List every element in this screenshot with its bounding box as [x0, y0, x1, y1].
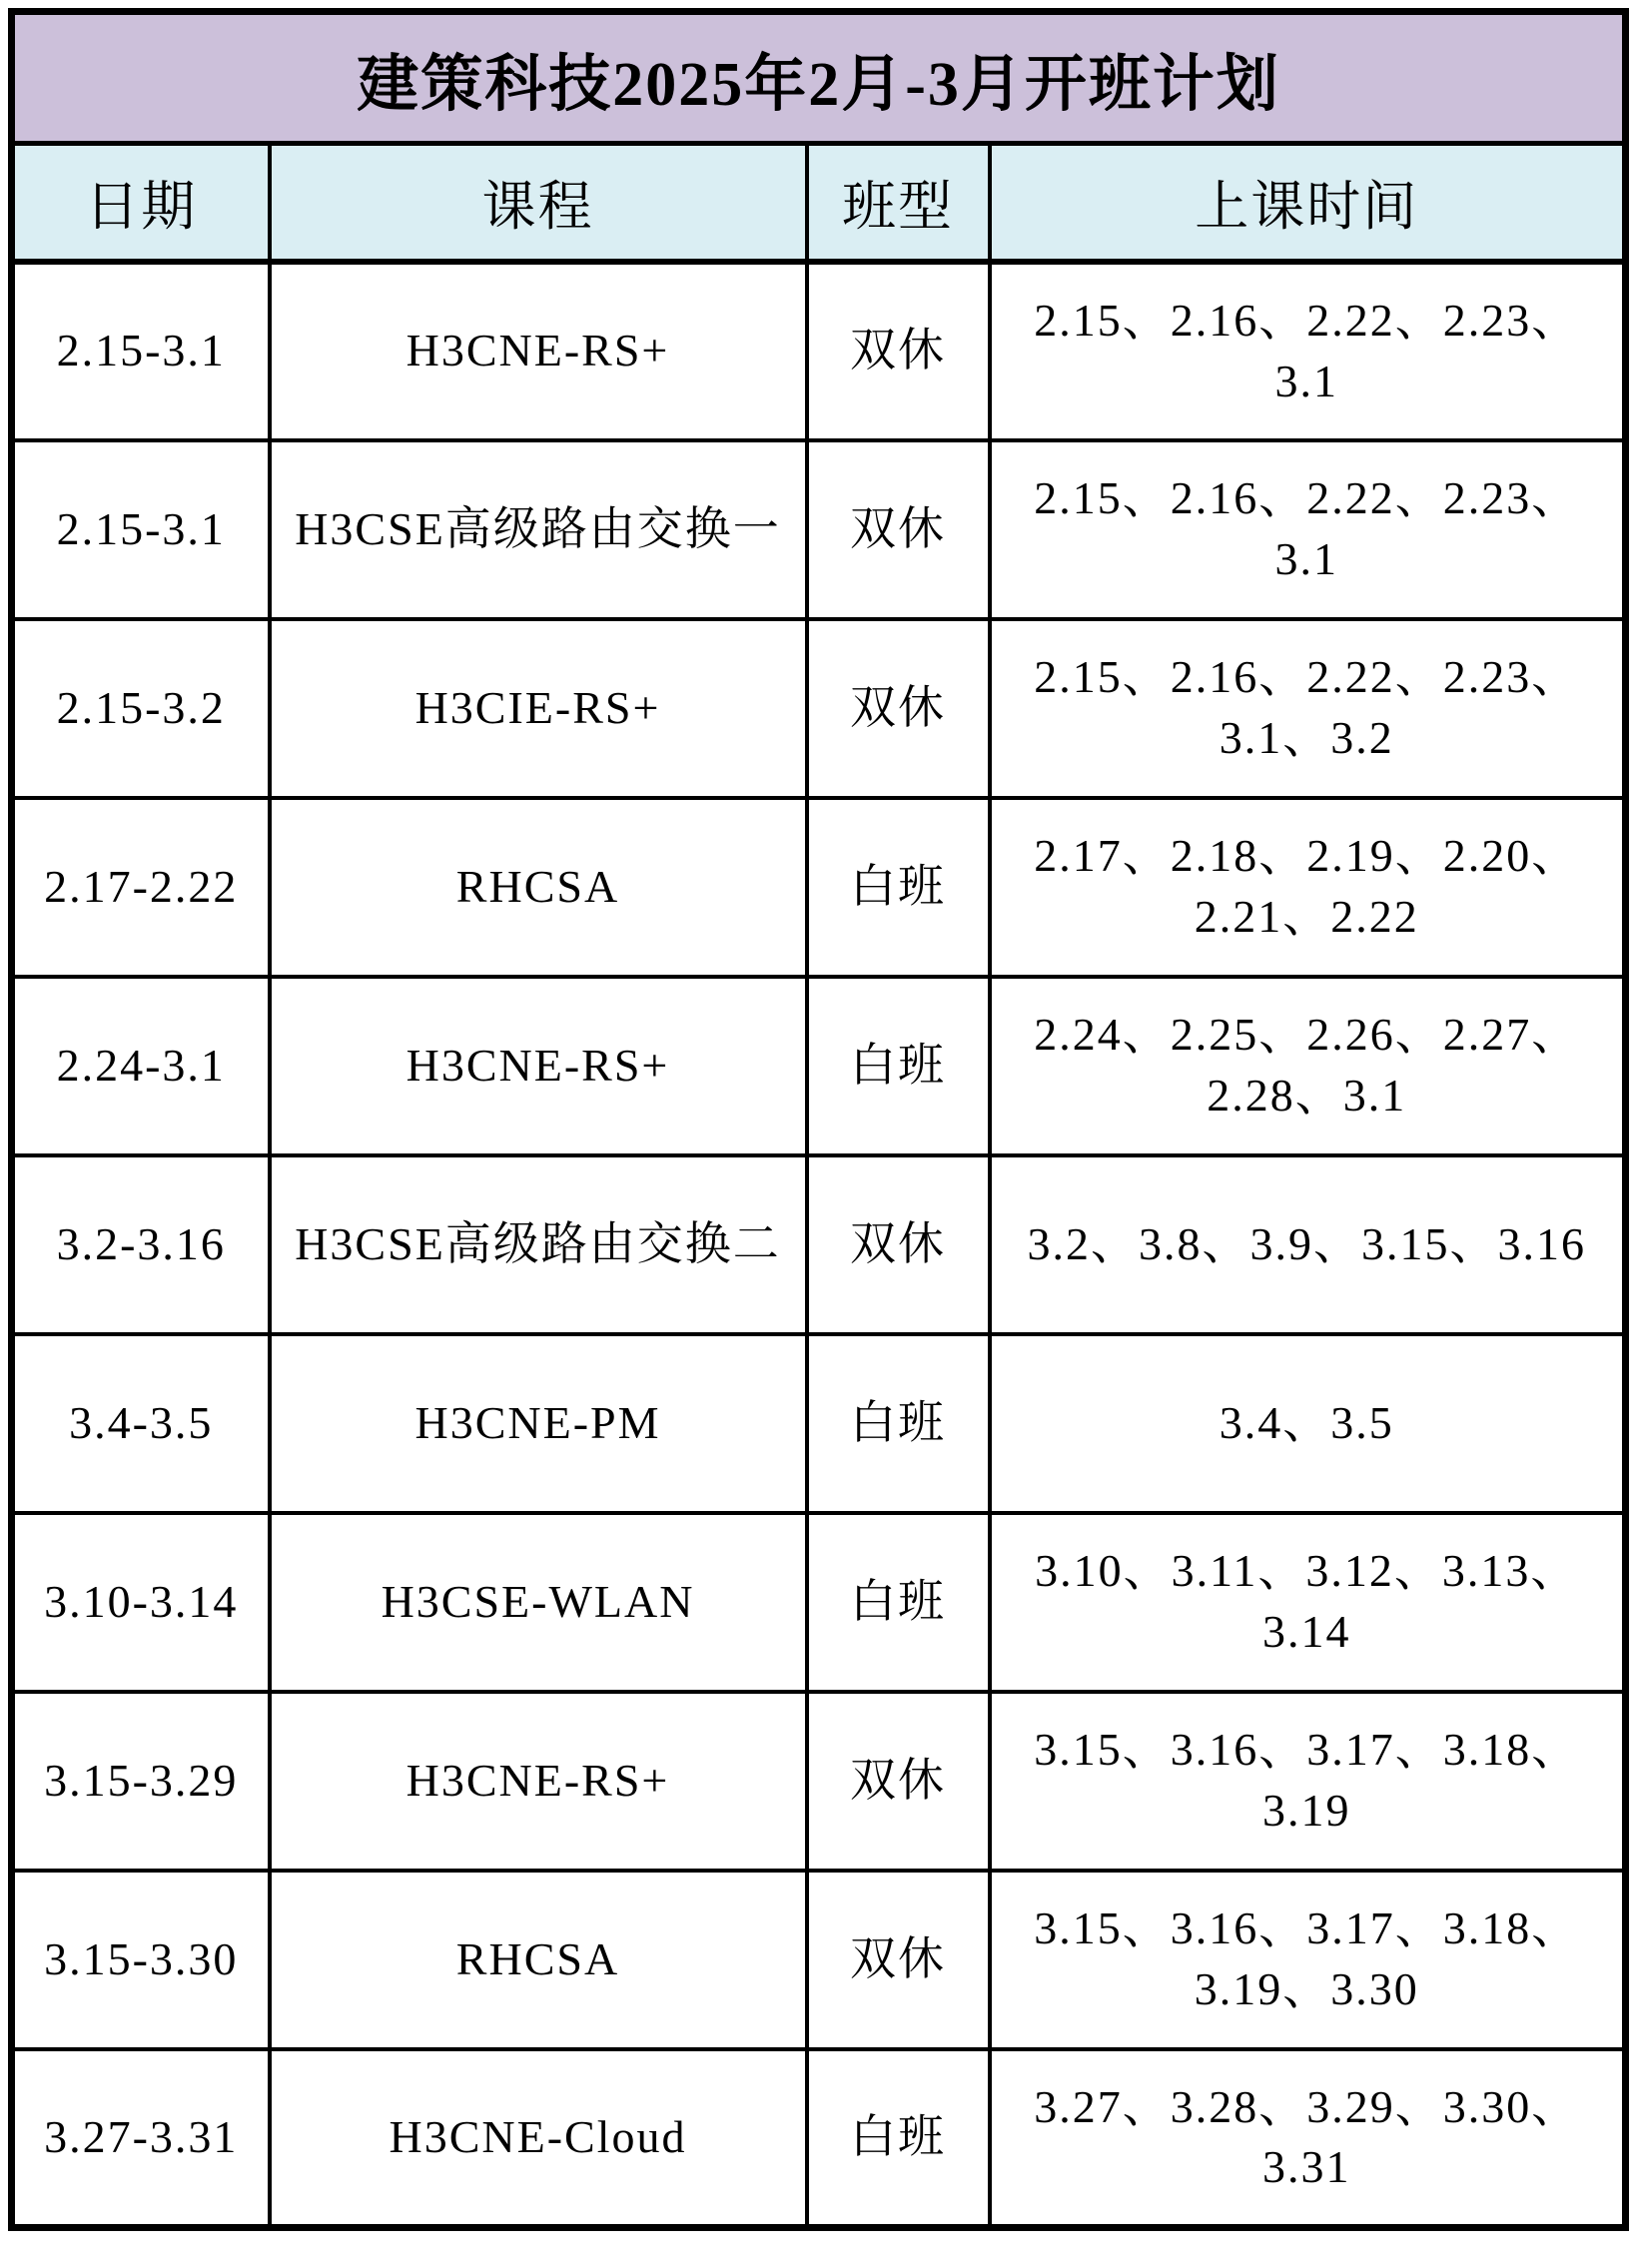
cell-course: H3CSE高级路由交换二 — [270, 1155, 807, 1334]
col-header-class-type: 班型 — [807, 144, 990, 262]
table-row — [12, 1334, 1626, 1513]
cell-times: 2.15、2.16、2.22、2.23、3.1、3.2 — [990, 619, 1626, 798]
cell-course: H3CNE-Cloud — [270, 2049, 807, 2228]
cell-date: 3.15-3.30 — [12, 1871, 270, 2049]
table-row — [12, 2049, 1626, 2228]
table-row — [12, 798, 1626, 977]
cell-times: 3.4、3.5 — [990, 1334, 1626, 1513]
cell-course: H3CNE-RS+ — [270, 977, 807, 1155]
cell-class-type: 白班 — [807, 977, 990, 1155]
cell-class-type: 双休 — [807, 1692, 990, 1871]
cell-date: 2.15-3.1 — [12, 262, 270, 440]
cell-times: 2.15、2.16、2.22、2.23、3.1 — [990, 262, 1626, 440]
table-row — [12, 1871, 1626, 2049]
cell-class-type: 双休 — [807, 1155, 990, 1334]
cell-times: 3.10、3.11、3.12、3.13、3.14 — [990, 1513, 1626, 1692]
cell-class-type: 双休 — [807, 1871, 990, 2049]
cell-class-type: 双休 — [807, 262, 990, 440]
cell-class-type: 白班 — [807, 798, 990, 977]
cell-course: H3CNE-PM — [270, 1334, 807, 1513]
col-header-times: 上课时间 — [990, 144, 1626, 262]
cell-times: 2.17、2.18、2.19、2.20、2.21、2.22 — [990, 798, 1626, 977]
cell-times: 3.15、3.16、3.17、3.18、3.19 — [990, 1692, 1626, 1871]
schedule-table — [8, 8, 1629, 2231]
table-row — [12, 262, 1626, 440]
cell-times: 3.15、3.16、3.17、3.18、3.19、3.30 — [990, 1871, 1626, 2049]
cell-class-type: 白班 — [807, 1513, 990, 1692]
cell-date: 2.15-3.1 — [12, 440, 270, 619]
cell-course: H3CSE-WLAN — [270, 1513, 807, 1692]
cell-course: H3CIE-RS+ — [270, 619, 807, 798]
cell-times: 2.15、2.16、2.22、2.23、3.1 — [990, 440, 1626, 619]
table-row — [12, 440, 1626, 619]
cell-times: 2.24、2.25、2.26、2.27、2.28、3.1 — [990, 977, 1626, 1155]
table-row — [12, 1692, 1626, 1871]
cell-class-type: 双休 — [807, 440, 990, 619]
cell-course: H3CNE-RS+ — [270, 1692, 807, 1871]
cell-class-type: 白班 — [807, 1334, 990, 1513]
cell-class-type: 双休 — [807, 619, 990, 798]
header-row — [12, 144, 1626, 262]
cell-times: 3.2、3.8、3.9、3.15、3.16 — [990, 1155, 1626, 1334]
table-row — [12, 1513, 1626, 1692]
cell-course: H3CSE高级路由交换一 — [270, 440, 807, 619]
cell-date: 3.15-3.29 — [12, 1692, 270, 1871]
cell-course: RHCSA — [270, 798, 807, 977]
cell-date: 2.17-2.22 — [12, 798, 270, 977]
cell-date: 2.24-3.1 — [12, 977, 270, 1155]
table-row — [12, 977, 1626, 1155]
table-row — [12, 1155, 1626, 1334]
cell-date: 3.2-3.16 — [12, 1155, 270, 1334]
cell-date: 2.15-3.2 — [12, 619, 270, 798]
cell-course: H3CNE-RS+ — [270, 262, 807, 440]
title-row — [12, 12, 1626, 144]
page-title: 建策科技2025年2月-3月开班计划 — [12, 12, 1626, 144]
table-body — [12, 262, 1626, 2228]
cell-class-type: 白班 — [807, 2049, 990, 2228]
cell-date: 3.27-3.31 — [12, 2049, 270, 2228]
cell-date: 3.4-3.5 — [12, 1334, 270, 1513]
cell-times: 3.27、3.28、3.29、3.30、3.31 — [990, 2049, 1626, 2228]
col-header-course: 课程 — [270, 144, 807, 262]
col-header-date: 日期 — [12, 144, 270, 262]
cell-date: 3.10-3.14 — [12, 1513, 270, 1692]
cell-course: RHCSA — [270, 1871, 807, 2049]
table-row — [12, 619, 1626, 798]
